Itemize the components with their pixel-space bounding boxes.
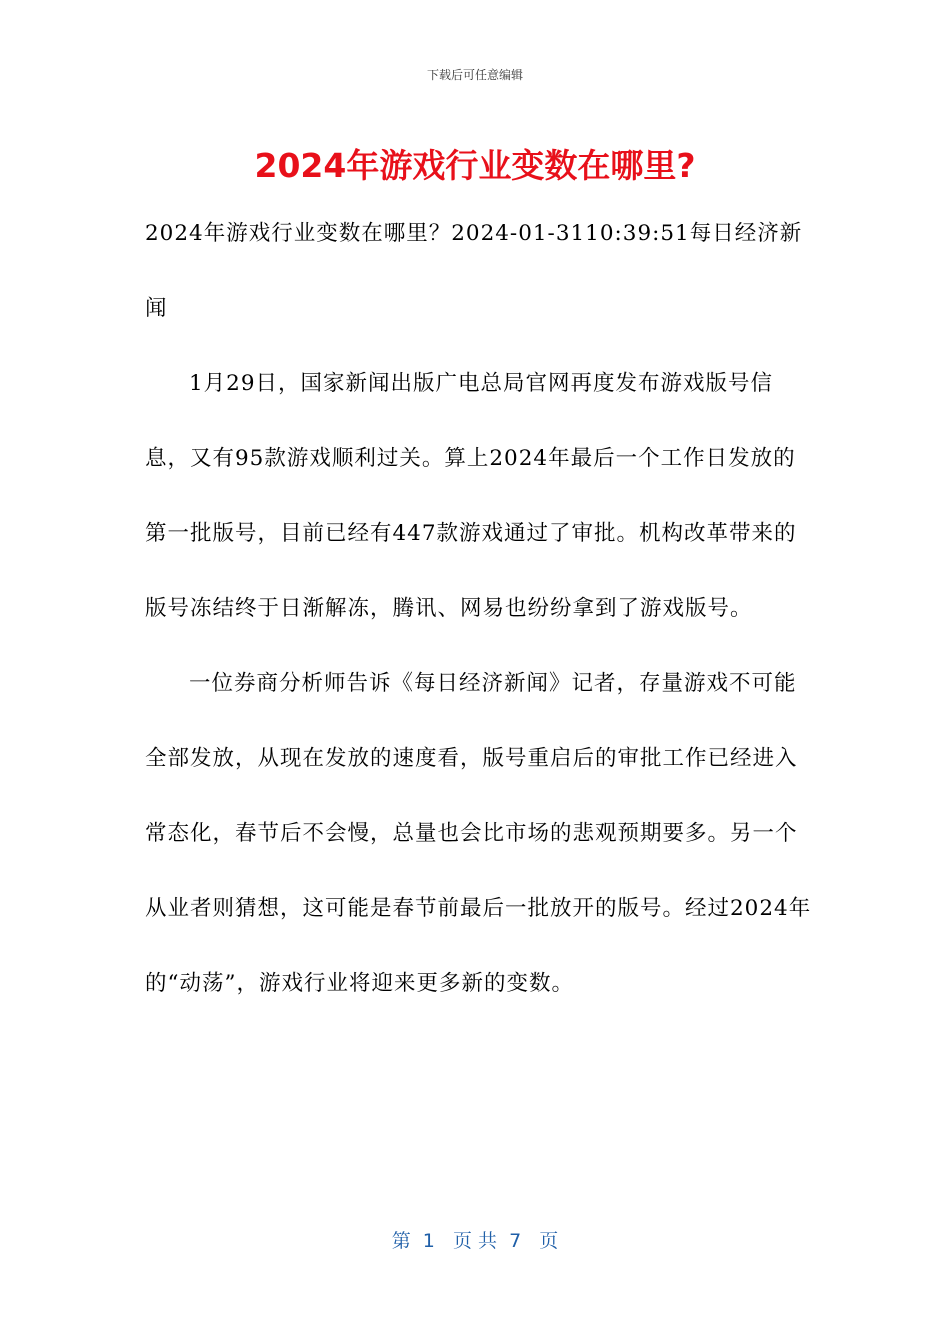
header-note: 下载后可任意编辑	[426, 68, 523, 82]
document-title: 2024年游戏行业变数在哪里?	[254, 146, 696, 185]
page-number: 第 1 页 共 7 页	[391, 1230, 559, 1252]
document-body	[145, 196, 815, 1021]
paragraph: 一位券商分析师告诉《每日经济新闻》记者，存量游戏不可能全部发放，从现在发放的速度看，版号重启后的审批工作已经进入常态化，春节后不会慢，总量也会比市场的悲观预期要多。另一个从业者则猜想，这可能是春节前最后一批放开的版号。经过2024年的“动荡”，游戏行业将迎来更多新的变数。	[145, 671, 812, 996]
paragraph: 1月29日，国家新闻出版广电总局官网再度发布游戏版号信息，又有95款游戏顺利过关。算上2024年最后一个工作日发放的第一批版号，目前已经有447款游戏通过了审批。机构改革带来的版号冻结终于日渐解冻，腾讯、网易也纷纷拿到了游戏版号。	[145, 371, 797, 621]
byline: 2024年游戏行业变数在哪里？2024-01-3110:39:51每日经济新闻	[145, 221, 803, 321]
